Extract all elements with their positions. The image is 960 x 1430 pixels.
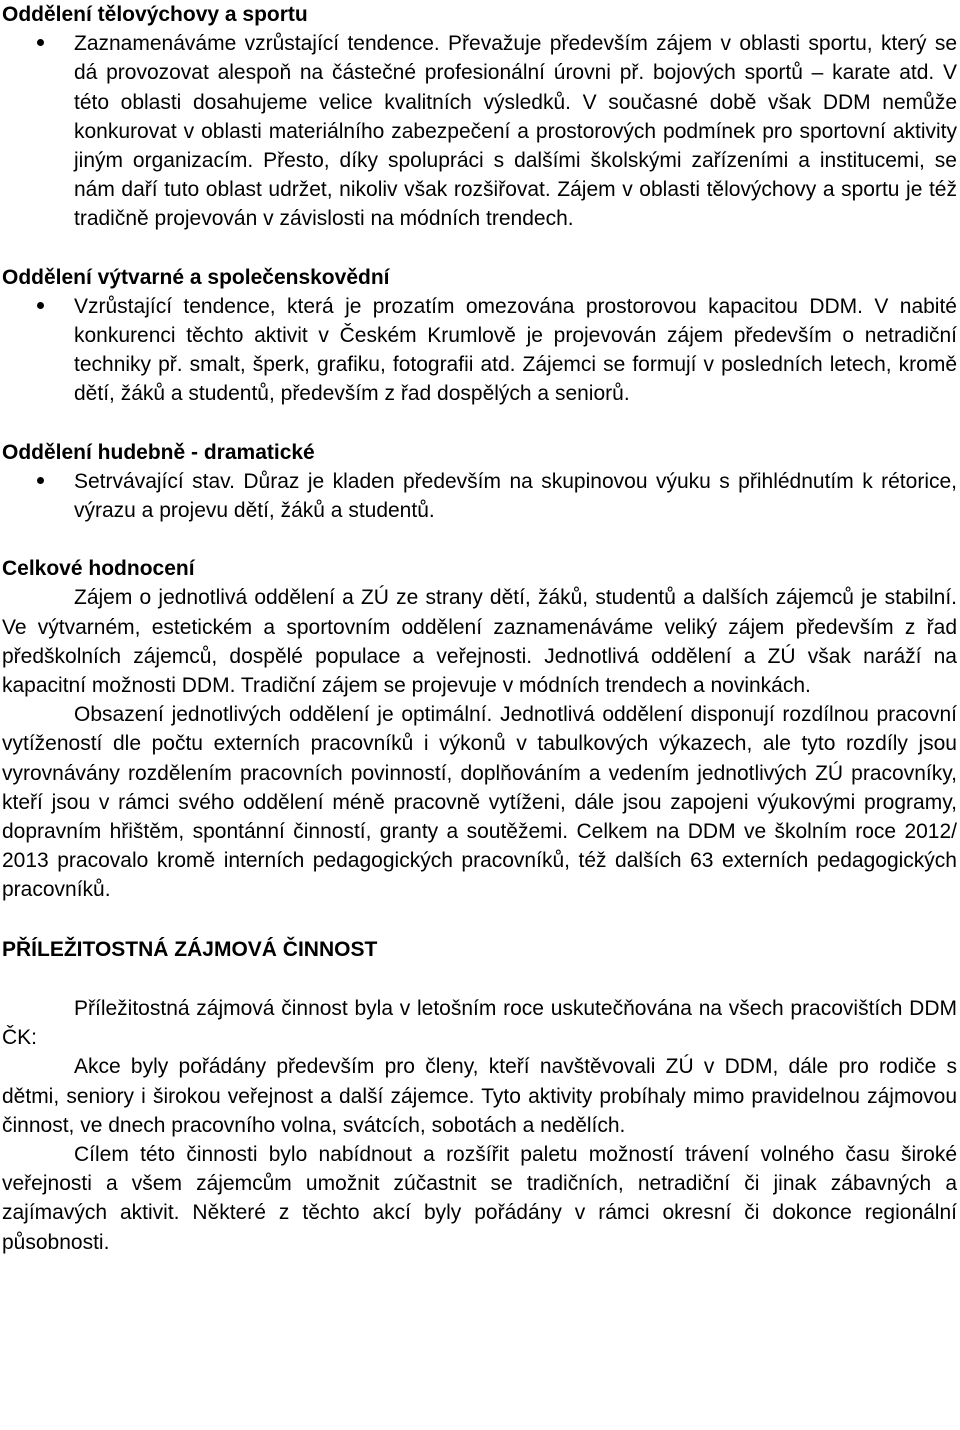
bullet-icon <box>30 29 50 58</box>
occasional-paragraph-3: Cílem této činnosti bylo nabídnout a rozšířit paletu možností trávení volného času široké veřejnosti a všem zájemcům umožnit zúčastnit se tradičních, netradiční či jinak zábavných a zajímavých aktivit. Některé z těchto akcí byly pořádány v rámci okresní či dokonce regionální působnosti. <box>2 1142 957 1254</box>
bullet-item-music <box>74 467 957 525</box>
section-heading-sport: Oddělení tělovýchovy a sportu <box>2 3 308 26</box>
bullet-text-music: Setrvávající stav. Důraz je kladen především na skupinovou výuku s přihlédnutím k rétorice, výrazu a projevu dětí, žáků a studentů. <box>74 469 957 523</box>
bullet-item-art <box>74 292 957 409</box>
overall-paragraph-2: Obsazení jednotlivých oddělení je optimální. Jednotlivá oddělení disponují rozdílnou pracovní vytížeností dle počtu externích pracovníků i výkonů v tabulkových výkazech, ale tyto rozdíly jsou vyrovnávány rozdělením pracovních povinností, doplňováním a vedením jednotlivých ZÚ pracovníky, kteří jsou v rámci svého oddělení méně pracovně vytíženi, dále jsou zapojeni výukovými programy, dopravním hřištěm, spontánní činností, granty a soutěžemi. Celkem na DDM ve školním roce 2012/ 2013 pracovalo kromě interních pedagogických pracovníků, též dalších 63 externích pedagogických pracovníků. <box>2 703 957 902</box>
section-heading-overall: Celkové hodnocení <box>2 557 195 581</box>
bullet-icon <box>30 467 50 496</box>
bullet-list-music <box>2 467 957 525</box>
section-heading-art: Oddělení výtvarné a společenskovědní <box>2 265 390 289</box>
bullet-text-sport: Zaznamenáváme vzrůstající tendence. Převažuje především zájem v oblasti sportu, který se dá provozovat alespoň na částečné profesionální úrovni př. bojových sportů – karate atd. V této oblasti dosahujeme velice kvalitních výsledků. V současné době však DDM nemůže konkurovat v oblasti materiálního zabezpečení a prostorových podmínek pro sportovní aktivity jiným organizacím. Přesto, díky spolupráci s dalšími školskými zařízeními a institucemi, se nám daří tuto oblast udržet, nikoliv však rozšiřovat. Zájem v oblasti tělovýchovy a sportu je též tradičně projevován v závislosti na módních trendech. <box>74 32 957 231</box>
bullet-text-art: Vzrůstající tendence, která je prozatím omezována prostorovou kapacitou DDM. V nabité konkurenci těchto aktivit v Českém Krumlově je projevován zájem především o netradiční techniky př. smalt, šperk, grafiku, fotografii atd. Zájemci se formují v posledních letech, kromě dětí, žáků a studentů, především z řad dospělých a seniorů. <box>74 294 957 406</box>
bullet-item-sport <box>74 29 957 233</box>
occasional-paragraph-1: Příležitostná zájmová činnost byla v letošním roce uskutečňována na všech pracovištích DDM ČK: <box>2 996 957 1050</box>
occasional-paragraph-2: Akce byly pořádány především pro členy, kteří navštěvovali ZÚ v DDM, dále pro rodiče s dětmi, seniory i širokou veřejnost a další zájemce. Tyto aktivity probíhaly mimo pravidelnou zájmovou činnost, ve dnech pracovního volna, svátcích, sobotách a nedělích. <box>2 1055 957 1137</box>
section-heading-occasional: PŘÍLEŽITOSTNÁ ZÁJMOVÁ ČINNOST <box>2 937 378 961</box>
overall-paragraph-1: Zájem o jednotlivá oddělení a ZÚ ze strany dětí, žáků, studentů a dalších zájemců je stabilní. Ve výtvarném, estetickém a sportovním oddělení zaznamenáváme veliký zájem především z řad předškolních zájemců, dospělé populace a veřejnosti. Jednotlivá oddělení a ZÚ však naráží na kapacitní možnosti DDM. Tradiční zájem se projevuje v módních trendech a novinkách. <box>2 586 957 698</box>
section-heading-music: Oddělení hudebně - dramatické <box>2 440 315 464</box>
bullet-list-sport <box>2 29 957 233</box>
bullet-icon <box>30 292 50 321</box>
bullet-list-art <box>2 292 957 409</box>
